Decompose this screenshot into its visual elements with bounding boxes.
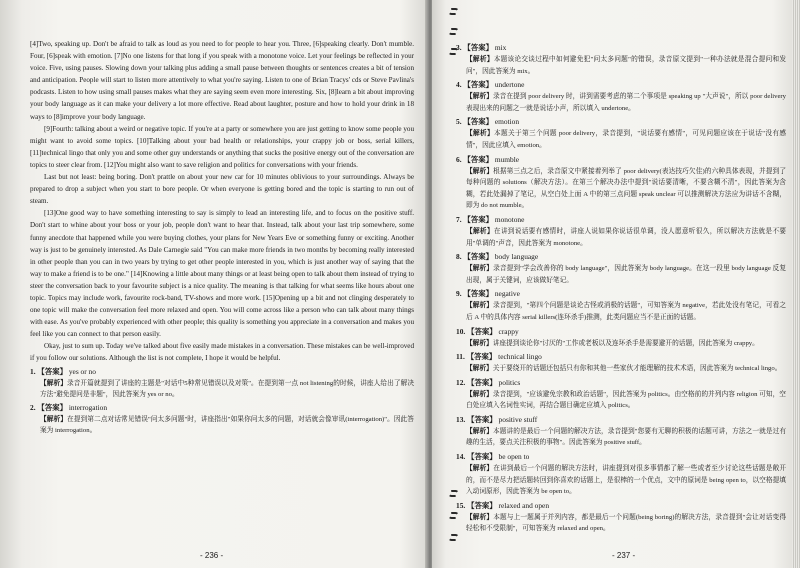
explanation-text: 本题与上一题属于并列内容，都是最后一个问题(being boring)的解决方法，录音提到"会让对话变得轻松和不受限制"，可知答案为 relaxed and open。: [466, 513, 787, 533]
answer-label: 【答案】: [463, 289, 493, 299]
answer-line: [456, 500, 786, 512]
answer-value: technical lingo: [498, 352, 542, 362]
answer-list: [456, 42, 786, 535]
explanation-text: 录音在提到 poor delivery 时，讲到需要考虑的第二个事项是 speaking up "大声说"，所以 poor delivery 表现出来的问题之一就是说话小声，所以填入 undertone。: [466, 93, 787, 112]
explanation: [40, 414, 414, 437]
answer-value: monotone: [494, 214, 525, 224]
explanation-text: 本题讲的是最后一个问题的解决方法，录音提到"您要有无聊的积极的话题可讲，方法之一就是过有趣的生活，要点关注积极的事物"。因此答案为 positive stuff。: [466, 427, 787, 447]
explanation-text: 录音提到，"第四个问题是谈论古怪或消极的话题"，可知答案为 negative，若此处没有笔记，可看之后 A 中的具体内容 serial killers(连环杀手)推测，此类问题应当不是正面的话题。: [466, 302, 787, 321]
explanation: [466, 389, 786, 412]
answer-value: undertone: [494, 80, 525, 90]
answer-number: 10.: [456, 326, 466, 336]
answer-value: negative: [494, 289, 520, 299]
answer-number: 6.: [456, 154, 462, 164]
answer-line: [456, 79, 786, 91]
answer-item: [30, 366, 414, 401]
answer-number: 12.: [456, 377, 466, 387]
answer-item: [456, 377, 786, 412]
answer-number: 1.: [30, 366, 36, 376]
answer-number: 7.: [456, 214, 462, 224]
answer-number: 8.: [456, 252, 462, 262]
passage-paragraph: [9]Fourth: talking about a weird or negative topic. If you're at a party or somewhere you are just getting to know some people you might want to avoid some topics. [10]Talking about your bad health or relationships, your crappy job or boss, serial killers, [11]technical lingo that only you and some other guy understands or anything that sucks the positive energy out of the conversation are topics to steer clear from. [12]You might also want to save religion and politics for conversations with your friends.: [30, 124, 414, 169]
explanation: [466, 463, 786, 498]
explanation-label: 【解析】: [466, 465, 494, 473]
answer-value: interrogation: [68, 402, 108, 412]
answer-item: [456, 154, 786, 212]
answer-label: 【答案】: [463, 43, 493, 52]
answer-number: 9.: [456, 289, 462, 299]
answer-line: [30, 402, 414, 414]
answer-line: [456, 214, 786, 226]
answer-item: [456, 288, 786, 323]
answer-line: [456, 154, 786, 166]
explanation-label: 【解析】: [466, 56, 494, 63]
explanation-text: 录音提到"学会改善你的 body language"，因此答案为 body language。在这一段里 body language 反复出现，属于关键词，应该做好笔记。: [466, 265, 787, 284]
answer-number: 13.: [456, 414, 466, 424]
answer-number: 15.: [456, 500, 466, 510]
answer-label: 【答案】: [467, 377, 497, 387]
explanation-label: 【解析】: [466, 390, 493, 398]
answer-label: 【答案】: [467, 500, 497, 510]
explanation-text: 录音提到，"应该避免宗教和政治话题"，因此答案为 politics。由空格前的并列内容 religion 可知，空白处应填入名词性实词，再结合题目确定应填入 politics。: [466, 390, 786, 410]
binding-ring: [448, 490, 459, 497]
answer-value: body language: [494, 252, 539, 262]
answer-value: yes or no: [68, 366, 96, 376]
answer-label: 【答案】: [37, 402, 67, 412]
answer-item: [456, 414, 786, 449]
answer-item: [456, 214, 786, 249]
passage-paragraph: [13]One good way to have something interesting to say is simply to lead an interesting life, and to focus on the positive stuff. Don't start to whine about your boss or your job, people don't want to hear that. Instead, talk about your last trip somewhere, some funny anecdote that happened while you were buying clothes, your plans for New Years Eve or something funny or exciting. Another way is just to be genuinely interested. As Dale Carnegie said "You can make more friends in two months by becoming really interested in other people than you can in two years by trying to get other people interested in you, which is just another way of saying that the way to make a friend is to be one." [14]Knowing a little about many things or at least being open to talk about them instead of trying to steer the conversation back to your favourite subject is a nice quality. The meaning is that talking for what seems like hours about one topic. Topics may include work, favourite rock-band, TV-shows and more work. [15]Opening up a bit and not clinging desperately to one topic will make the conversation feel more relaxed and open. You will come across like a person who can talk about many things with ease. As you've probably experienced with other people; this quality is something you appreciate in a conversation and makes you feel like you can connect to that person easily.: [30, 209, 414, 339]
answer-number: 4.: [456, 80, 462, 90]
binding-ring: [448, 8, 459, 15]
answer-line: [456, 451, 786, 463]
explanation-label: 【解析】: [466, 302, 493, 310]
explanation: [466, 363, 786, 375]
answer-line: [456, 326, 786, 338]
answer-value: mumble: [494, 154, 520, 164]
explanation: [466, 91, 786, 114]
explanation: [466, 54, 786, 77]
explanation-text: 关于要绕开的话题还包括只有你和其他一些家伙才能理解的技术术语，因此答案为 technical lingo。: [492, 365, 782, 373]
explanation-label: 【解析】: [466, 130, 494, 138]
explanation-text: 根据第三点之后，录音原文中紧接着列举了 poor delivery(表达技巧欠佳)的六种具体表现，并提到了每种问题的 solutions（解决方法）。在第三个解决办法中提到"说话要清晰，不要含糊不清"，因此答案为含糊，若此处漏掉了笔记，从空白处上面 A 中的第三点问题 speak unclear 可以推测解决方法应为讲话不含糊，即为 do not mumble。: [466, 167, 787, 210]
explanation-label: 【解析】: [466, 427, 494, 435]
answer-item: [456, 42, 786, 77]
explanation-text: 在提到第二点对话常见错误"问太多问题"时，讲座指出"如果你问太多的问题，对话就会像审讯(interrogation)"。因此答案为 interrogation。: [40, 415, 414, 435]
answer-item: [456, 251, 786, 286]
passage-paragraph: Okay, just to sum up. Today we've talked about five easily made mistakes in a conversation. These mistakes can be well-improved if you follow our solutions. Although the list is not complete, I hope it would be helpful.: [30, 342, 414, 363]
answer-number: 11.: [456, 352, 465, 362]
answer-line: [456, 42, 786, 54]
explanation-label: 【解析】: [466, 167, 494, 175]
explanation: [466, 426, 786, 449]
answer-label: 【答案】: [463, 252, 493, 262]
page-number: - 236 -: [200, 551, 224, 560]
answer-item: [456, 79, 786, 114]
explanation-label: 【解析】: [466, 513, 494, 521]
explanation-text: 录音开篇就提到了讲座的主题是"对话中5种常见错误以及对策"。在提到第一点 not listening的时候，讲座人给出了解决方法"避免提问是非题"，因此答案为 yes or no。: [40, 379, 415, 399]
binding-ring: [448, 534, 459, 541]
answer-value: politics: [498, 377, 521, 387]
answer-label: 【答案】: [463, 117, 493, 127]
explanation-text: 本题关于第三个问题 poor delivery，录音提到，"说话要有感情"，可见问题应该在于说话"没有感情"，因此应填入 emotion。: [466, 130, 787, 149]
answer-number: 14.: [456, 452, 466, 462]
explanation-label: 【解析】: [466, 227, 494, 235]
right-page: [432, 0, 800, 568]
answer-label: 【答案】: [37, 366, 67, 376]
binding-ring: [448, 28, 459, 35]
explanation-text: 讲座提到谈论你"讨厌的"工作或老板以及连环杀手是需要避开的话题，因此答案为 crappy。: [492, 339, 759, 347]
answer-number: 3.: [456, 43, 462, 52]
explanation: [466, 263, 786, 286]
answer-item: [456, 451, 786, 498]
explanation-label: 【解析】: [466, 93, 493, 101]
explanation: [40, 378, 414, 401]
page-number: - 237 -: [612, 551, 636, 560]
answer-item: [456, 351, 786, 375]
answer-value: be open to: [498, 452, 530, 462]
passage: [30, 38, 414, 365]
answer-value: emotion: [494, 117, 520, 127]
answer-item: [456, 500, 786, 535]
answer-label: 【答案】: [467, 414, 497, 424]
answer-label: 【答案】: [463, 80, 493, 90]
answer-label: 【答案】: [466, 352, 497, 362]
answer-line: [456, 414, 786, 426]
explanation: [466, 166, 786, 212]
answer-number: 2.: [30, 402, 36, 412]
passage-paragraph: [4]Two, speaking up. Don't be afraid to talk as loud as you need to for people to hear you. Three, [6]speaking clearly. Don't mumble. Four, [6]speak with emotion. [7]No one listens for that long if you speak with a monotone voice. Let your feelings be reflected in your voice. Five, using pauses. Slowing down your talking plus adding a small pause between thoughts or sentences creates a bit of tension and anticipation. People will start to listen more attentively to what you're saying. Listen to one of Brian Tracys' cds or Steve Pavlina's podcasts. Listen to how using small pauses makes what they are saying seem even more interesting. Six, [8]learn a bit about improving your body language as it can make your delivery a lot more effective. Read about laughter, posture and how to hold your drink in 18 ways to [8]improve your body language.: [30, 40, 414, 121]
explanation-label: 【解析】: [40, 415, 67, 423]
explanation: [466, 226, 786, 249]
answer-label: 【答案】: [463, 154, 493, 164]
answer-value: relaxed and open: [498, 500, 550, 510]
answer-label: 【答案】: [467, 452, 497, 462]
answer-line: [456, 288, 786, 300]
binding-ring: [448, 512, 459, 519]
answer-value: crappy: [498, 326, 519, 336]
answer-value: positive stuff: [498, 414, 538, 424]
answer-line: [456, 251, 786, 263]
explanation: [466, 338, 786, 350]
answer-number: 5.: [456, 117, 462, 127]
answer-line: [456, 377, 786, 389]
answer-item: [30, 402, 414, 437]
explanation-text: 在讲到说话要有感情时，讲座人说如果你说话很单调，没人愿意听很久，所以解决方法就是不要用"单调的"声音，因此答案为 monotone。: [466, 227, 787, 247]
explanation-label: 【解析】: [466, 365, 493, 373]
page-edge-stack-right: [792, 0, 800, 568]
answer-label: 【答案】: [463, 214, 493, 224]
explanation-label: 【解析】: [40, 379, 67, 387]
explanation: [466, 128, 786, 151]
binding-ring: [448, 48, 459, 55]
answer-item: [456, 116, 786, 151]
answer-item: [456, 326, 786, 350]
explanation-text: 本题该论交谈过程中如何避免犯"问太多问题"的错误，录音原文提到"一种办法就是混合提问和发问"，因此答案为 mix。: [466, 56, 787, 75]
explanation: [466, 512, 786, 535]
passage-paragraph: Last but not least: being boring. Don't prattle on about your new car for 10 minutes oblivious to your surroundings. Always be prepared to drop a subject when you start to bore people. Or when everyone is getting bored and the topic is starting to run out of steam.: [30, 173, 414, 206]
answer-value: mix: [494, 43, 507, 52]
answer-line: [456, 116, 786, 128]
answer-line: [30, 366, 414, 378]
explanation-label: 【解析】: [466, 265, 494, 273]
explanation: [466, 300, 786, 323]
explanation-text: 在讲到最后一个问题的解决方法时，讲座提到对很多事情都了解一些或者至少讨论这些话题是敞开的，而不是尽力把话题转回到你喜欢的话题上，是很棒的一个优点，文中的原词是 being open to，以空格提填入动词原形，因此答案为 be open to。: [466, 465, 787, 496]
explanation-label: 【解析】: [466, 339, 493, 347]
answer-label: 【答案】: [467, 326, 497, 336]
answer-line: [456, 351, 786, 363]
